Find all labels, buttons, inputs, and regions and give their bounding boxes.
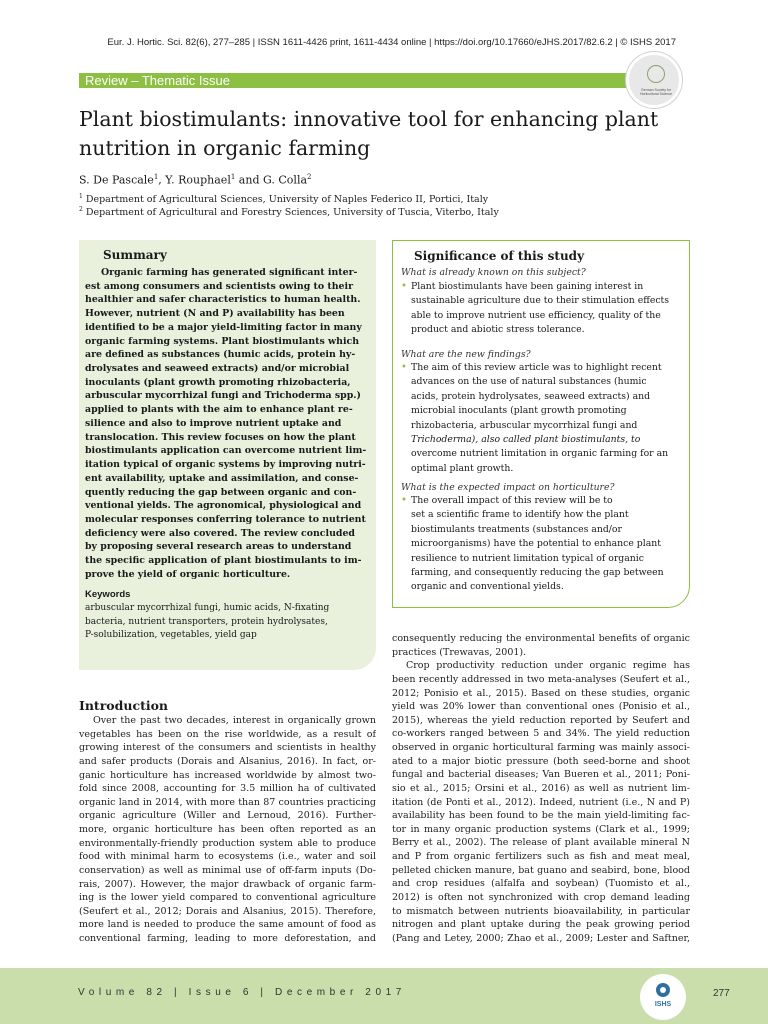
article-title: [79, 105, 659, 163]
body-line: (Seufert et al., 2012; Dorais and Alsanius, 2015). Therefore,: [79, 905, 376, 917]
body-line: availability has been found to be the main yield-limiting fac-: [392, 810, 690, 822]
summary-line: are defined as substances (humic acids, protein hy-: [85, 349, 356, 361]
body-line: and crop residues (alfalfa and soybean) (Tuomisto et al.,: [392, 878, 690, 890]
body-line: organic land in 2014, with more than 87 countries practicing: [79, 796, 376, 808]
bullet-line: farming, and consequently reducing the gap between: [411, 567, 664, 579]
summary-line: silience and also to improve nutrient uptake and: [85, 417, 342, 429]
bullet-line: advances on the use of natural substances (humic: [411, 376, 647, 388]
introduction-left-column: [79, 714, 376, 946]
body-line: ing is the lower yield compared to conventional agriculture: [79, 892, 376, 904]
bullet-line: The aim of this review article was to highlight recent: [411, 362, 662, 373]
body-line: and P from organic fertilizers such as fish and meat meal,: [392, 851, 690, 862]
significance-heading: Significance of this study: [414, 249, 585, 263]
keywords-line: P-solubilization, vegetables, yield gap: [85, 630, 257, 640]
significance-question: What is already known on this subject?: [401, 267, 586, 278]
keywords-line: arbuscular mycorrhizal fungi, humic acids, N-fixating: [85, 603, 330, 613]
body-line: (Pang and Letey, 2000; Zhao et al., 2009; Lester and Saftner,: [392, 932, 690, 944]
body-line: consequently reducing the environmental benefits of organic: [392, 633, 690, 644]
bullet-line: set a scientific frame to identify how the plant: [411, 509, 629, 521]
body-line: Crop productivity reduction under organic regime has: [406, 660, 690, 672]
bullet-line: microorganisms) have the potential to enhance plant: [411, 538, 661, 550]
author-affiliation-mark: 1: [153, 173, 159, 181]
body-line: tor in many organic production systems (Clark et al., 1999;: [392, 823, 690, 835]
bullet-line: product and abiotic stress tolerance.: [411, 324, 585, 336]
body-line: organic agriculture (Willer and Lernoud, 2016). Further-: [79, 810, 376, 822]
body-line: vegetables has been on the rise worldwide, as a result of: [79, 728, 376, 740]
significance-question: What are the new findings?: [401, 349, 531, 360]
title-line: Plant biostimulants: innovative tool for enhancing plant: [79, 107, 659, 131]
body-line: and safer products (Dorais and Alsanius, 2016). In fact, or-: [79, 755, 376, 767]
body-line: 2012; Ponisio et al., 2015). Based on these studies, organic: [392, 687, 690, 699]
introduction-right-column: [392, 632, 690, 945]
summary-line: the specific application of plant biostimulants to im-: [85, 555, 362, 567]
globe-icon: [656, 983, 670, 997]
summary-line: est among consumers and scientists owing to their: [85, 280, 354, 292]
body-line: sio et al., 2015; Orsini et al., 2016) as well as nutrient lim-: [392, 782, 690, 794]
summary-line: by proposing several research areas to understand: [85, 541, 352, 553]
body-line: conventional farming, leading to more deforestation, and: [79, 933, 376, 944]
significance-bullet: [401, 280, 683, 338]
bullet-icon: •: [401, 362, 407, 373]
body-line: practices (Trewavas, 2001).: [392, 646, 527, 658]
body-line: pelleted chicken manure, bat guano and seabird, bone, blood: [392, 864, 690, 876]
summary-line: prove the yield of organic horticulture.: [85, 568, 291, 580]
summary-heading: Summary: [103, 248, 167, 262]
summary-line: molecular responses conferring tolerance to nutrient: [85, 513, 366, 525]
significance-question: What is the expected impact on horticulture?: [401, 482, 615, 493]
bullet-icon: •: [401, 495, 407, 506]
body-line: ganic horticulture has increased worldwide by almost two-: [79, 769, 376, 781]
summary-line: quently reducing the gap between organic and con-: [85, 486, 357, 498]
ishs-logo-icon: [640, 974, 686, 1020]
author-name: G. Colla: [263, 173, 308, 187]
affiliation-2: [79, 206, 499, 218]
summary-line: However, nutrient (N and P) availability has been: [85, 308, 345, 320]
keywords-line: bacteria, nutrient transporters, protein hydrolysates,: [85, 616, 328, 627]
body-line: growing interest of the consumers and scientists in healthy: [79, 742, 376, 754]
body-line: yield was 20% lower than conventional ones (Ponisio et al.,: [392, 701, 690, 713]
summary-line: itation typical of organic systems by improving nutri-: [85, 459, 366, 471]
affiliation-number: 2: [79, 206, 83, 213]
bullet-line: acids, protein hydrolysates, seaweed extracts) and: [411, 390, 651, 402]
body-line: food with minimal harm to ecosystems (i.e., water and soil: [79, 851, 376, 863]
bullet-line: biostimulants treatments (substances and/or: [411, 523, 622, 535]
affiliation-text: Department of Agricultural and Forestry Sciences, University of Tuscia, Viterbo, Italy: [85, 207, 499, 219]
summary-line: applied to plants with the aim to enhance plant re-: [85, 404, 353, 416]
affiliation-1: [79, 193, 488, 205]
bullet-line: resilience to nutrient limitation typical of organic: [411, 552, 644, 564]
author-list: [79, 173, 312, 187]
summary-line: healthier and safer characteristics to human health.: [85, 294, 361, 306]
bullet-line: overcome nutrient limitation in organic farming for an: [411, 448, 669, 460]
author-name: S. De Pascale: [79, 173, 154, 187]
summary-line: biostimulants application can overcome nutrient lim-: [85, 445, 367, 457]
affiliation-text: Department of Agricultural Sciences, University of Naples Federico II, Portici, Italy: [85, 194, 489, 206]
society-seal-icon: [626, 52, 682, 108]
body-line: co-workers ranged between 5 and 34%. The yield reduction: [392, 728, 690, 740]
summary-box: [79, 240, 376, 670]
body-line: to mismatch between nutrients bioavailability, in particular: [392, 905, 690, 917]
summary-line: drolysates and seaweed extracts) and/or microbial: [85, 363, 350, 375]
summary-line: organic farming systems. Plant biostimulants which: [85, 335, 360, 347]
significance-bullet: [401, 361, 683, 476]
body-line: nitrogen and plant uptake during the peak growing period: [392, 919, 690, 931]
summary-line: ent availability, uptake and assimilation, and conse-: [85, 472, 359, 484]
issue-info: Volume 82 | Issue 6 | December 2017: [78, 987, 406, 998]
section-label: Review – Thematic Issue: [85, 73, 230, 88]
body-line: Over the past two decades, interest in organically grown: [93, 715, 376, 726]
keywords-text: [85, 602, 370, 643]
logo-text: ISHS: [654, 1001, 672, 1008]
journal-citation: Eur. J. Hortic. Sci. 82(6), 277–285 | ISSN 1611-4426 print, 1611-4434 online | https://doi.org/10.17660/eJHS.2017/82.6.2 | © ISHS 2017: [107, 37, 676, 48]
leaf-icon: [647, 65, 665, 83]
body-line: more, organic horticulture has been often reported as an: [79, 824, 376, 835]
summary-line: ventional yields. The agronomical, physiological and: [85, 500, 362, 512]
seal-text: German Society for Horticultural Science: [639, 88, 673, 96]
summary-line: identified to be a major yield-limiting factor in many: [85, 321, 362, 333]
bullet-line: able to improve nutrient use efficiency, quality of the: [411, 309, 661, 321]
summary-line: Organic farming has generated significant inter-: [101, 267, 358, 278]
significance-box: [392, 240, 690, 608]
body-line: fold since 2008, accounting for 3.5 million ha of cultivated: [79, 783, 376, 795]
author-affiliation-mark: 2: [307, 173, 312, 181]
body-line: itation (de Ponti et al., 2012). Indeed, nutrient (i.e., N and P): [392, 796, 690, 808]
summary-line: inoculants (plant growth promoting rhizobacteria,: [85, 376, 351, 388]
summary-line: translocation. This review focuses on how the plant: [85, 431, 356, 443]
summary-line: arbuscular mycorrhizal fungi and Trichoderma spp.): [85, 390, 361, 402]
author-separator: ,: [158, 173, 166, 187]
bullet-line: Trichoderma), also called plant biostimulants, to: [411, 434, 641, 446]
page-footer: [0, 968, 768, 1024]
bullet-line: Plant biostimulants have been gaining interest in: [411, 281, 644, 292]
body-line: fungal and bacterial diseases; Van Bueren et al., 2011; Poni-: [392, 769, 690, 781]
body-line: 2012) is often not synchronized with crop demand leading: [392, 891, 690, 903]
summary-line: deficiency were also covered. The review concluded: [85, 527, 355, 539]
affiliation-number: 1: [79, 193, 83, 200]
body-line: more land is needed to produce the same amount of food as: [79, 919, 376, 931]
section-band: [79, 73, 679, 88]
bullet-line: optimal plant growth.: [411, 462, 514, 474]
body-line: ated to a major biotic pressure (both seed-borne and shoot: [392, 755, 690, 767]
bullet-line: microbial inoculants (plant growth promoting: [411, 405, 627, 417]
body-line: rais, 2007). However, the major drawback of organic farm-: [79, 878, 376, 890]
author-name: Y. Rouphael: [165, 173, 231, 187]
bullet-line: rhizobacteria, arbuscular mycorrhizal fungi and: [411, 419, 638, 431]
bullet-line: organic and conventional yields.: [411, 581, 564, 593]
page-number: 277: [713, 988, 730, 999]
body-line: Berry et al., 2002). The release of plant available mineral N: [392, 837, 690, 849]
bullet-line: sustainable agriculture due to their stimulation effects: [411, 295, 670, 307]
author-separator: and: [235, 173, 263, 187]
body-line: 2015), whereas the yield reduction reported by Seufert and: [392, 714, 690, 726]
keywords-heading: Keywords: [85, 589, 131, 600]
significance-bullet: [401, 494, 683, 595]
body-line: observed in organic horticultural farming was mainly associ-: [392, 742, 690, 753]
body-line: been recently addressed in two meta-analyses (Seufert et al.,: [392, 673, 690, 685]
title-line: nutrition in organic farming: [79, 136, 371, 160]
author-affiliation-mark: 1: [230, 173, 236, 181]
body-line: conservation) as well as minimal use of off-farm inputs (Do-: [79, 864, 376, 876]
bullet-icon: •: [401, 281, 407, 292]
introduction-heading: Introduction: [79, 698, 169, 713]
bullet-line: The overall impact of this review will be to: [411, 495, 613, 506]
summary-text: [85, 266, 370, 582]
body-line: environmentally-friendly production system able to produce: [79, 837, 376, 849]
